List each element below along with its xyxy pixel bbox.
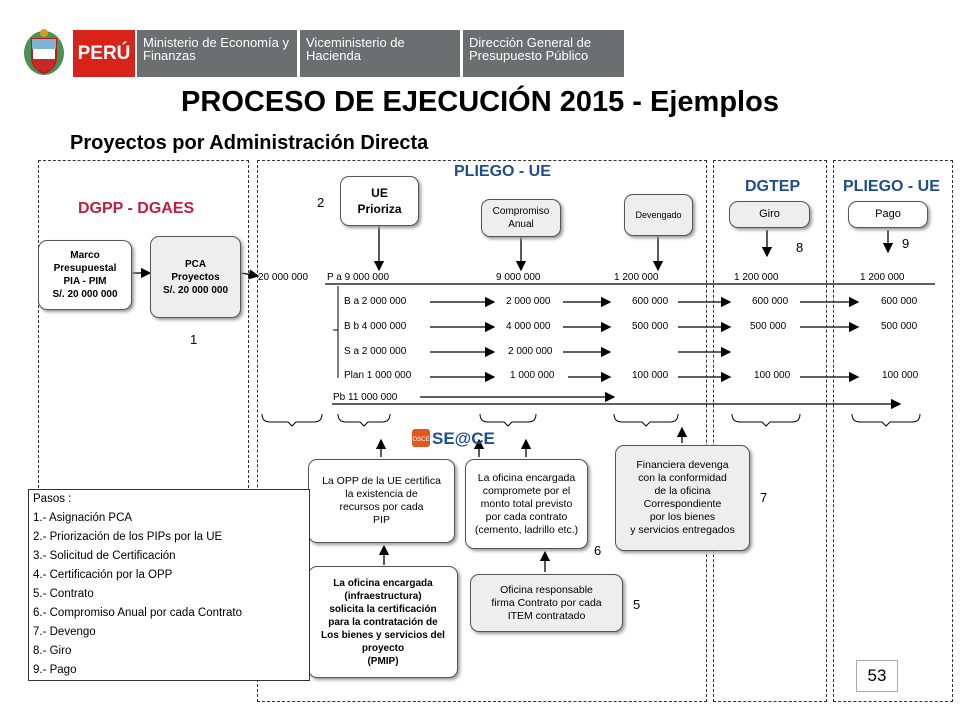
- financiera-devenga-box: [615, 445, 750, 551]
- ue-prioriza-line-2: Prioriza: [357, 202, 402, 216]
- step-item: 4.- Certificación por la OPP: [33, 569, 173, 581]
- ue-prioriza-box: [340, 176, 419, 226]
- country-label: PERÚ: [73, 30, 135, 77]
- ministry-label: Ministerio de Economía y Finanzas: [137, 30, 297, 77]
- row-plan-devengado: 100 000: [632, 370, 669, 381]
- vice-ministry-label: Viceministerio de Hacienda: [300, 30, 460, 77]
- marco-line-3: PIA - PIM: [63, 276, 107, 287]
- total-amount: 20 000 000: [258, 272, 309, 283]
- step-item: 1.- Asignación PCA: [33, 512, 133, 524]
- step-item: 8.- Giro: [33, 645, 72, 657]
- row-pa-compromiso: 9 000 000: [496, 272, 541, 283]
- marco-presupuestal-box: [38, 240, 132, 310]
- opp-line-4: PIP: [373, 514, 390, 526]
- opp-certifica-box: [308, 459, 455, 543]
- solicita-line-3: solicita la certificación: [329, 603, 437, 615]
- step-item: 6.- Compromiso Anual por cada Contrato: [33, 607, 243, 619]
- step-number: 8: [796, 240, 804, 255]
- marco-line-2: Presupuestal: [53, 263, 117, 274]
- financiera-line-4: Correspondiente: [643, 498, 722, 510]
- step-item: 5.- Contrato: [33, 588, 94, 600]
- financiera-line-5: por los bienes: [649, 511, 716, 523]
- step-number: 9: [902, 236, 910, 251]
- step-item: 7.- Devengo: [33, 626, 96, 638]
- opp-line-2: la existencia de: [345, 488, 418, 500]
- row-pa-devengado: 1 200 000: [614, 272, 659, 283]
- devengado-box: Devengado: [624, 194, 693, 236]
- pliego-ue-right-section-label: PLIEGO - UE: [843, 178, 940, 195]
- row-plan-giro: 100 000: [754, 370, 791, 381]
- compromete-line-1: La oficina encargada: [477, 471, 576, 484]
- marco-line-1: Marco: [70, 250, 100, 261]
- financiera-line-2: con la conformidad: [638, 472, 727, 484]
- row-ba-label: B a 2 000 000: [344, 296, 407, 307]
- row-ba-devengado: 600 000: [632, 296, 669, 307]
- steps-list: [28, 489, 310, 681]
- solicita-line-6: proyecto: [361, 642, 405, 654]
- step-item: 3.- Solicitud de Certificación: [33, 550, 176, 562]
- ue-prioriza-line-1: UE: [371, 186, 388, 200]
- financiera-line-1: Financiera devenga: [636, 459, 729, 471]
- row-sa-compromiso: 2 000 000: [508, 346, 553, 357]
- seace-logo-icon: [412, 425, 504, 451]
- row-ba-pago: 600 000: [881, 296, 918, 307]
- solicita-line-1: La oficina encargada: [333, 577, 433, 589]
- firma-line-2: firma Contrato por cada: [491, 596, 602, 609]
- row-bb-label: B b 4 000 000: [344, 321, 407, 332]
- financiera-line-6: y servicios entregados: [630, 524, 735, 536]
- compromete-line-3: monto total previsto: [480, 497, 573, 510]
- page-number: 53: [856, 660, 898, 692]
- opp-line-1: La OPP de la UE certifica: [322, 475, 441, 487]
- solicita-line-2: (infraestructura): [344, 590, 422, 602]
- step-number: 7: [760, 490, 768, 505]
- row-ba-giro: 600 000: [752, 296, 789, 307]
- row-bb-giro: 500 000: [750, 321, 787, 332]
- step-number: 1: [190, 332, 198, 347]
- row-plan-pago: 100 000: [882, 370, 919, 381]
- pago-box: Pago: [848, 201, 928, 228]
- pca-box: [150, 236, 241, 318]
- opp-line-3: recursos por cada: [339, 501, 424, 513]
- solicita-line-5: Los bienes y servicios del: [321, 629, 445, 641]
- row-sa-label: S a 2 000 000: [344, 346, 407, 357]
- row-pa-label: P a 9 000 000: [327, 272, 390, 283]
- seace-logo-text: SE@CE: [432, 429, 495, 448]
- giro-box: Giro: [729, 201, 810, 228]
- compromete-line-2: compromete por el: [482, 484, 571, 497]
- dgpp-section-label: DGPP - DGAES: [78, 200, 195, 217]
- pca-line-2: Proyectos: [171, 271, 220, 283]
- direction-label: Dirección General de Presupuesto Público: [463, 30, 624, 77]
- row-bb-pago: 500 000: [881, 321, 918, 332]
- firma-line-3: ITEM contratado: [507, 609, 586, 622]
- row-bb-devengado: 500 000: [632, 321, 669, 332]
- oficina-solicita-box: [308, 566, 458, 678]
- compromete-line-4: por cada contrato: [485, 510, 568, 523]
- compromiso-line-1: Compromiso: [492, 206, 550, 217]
- step-item: 9.- Pago: [33, 664, 77, 676]
- row-pa-giro: 1 200 000: [734, 272, 779, 283]
- dgtep-section-label: DGTEP: [745, 178, 801, 195]
- steps-title: Pasos :: [33, 493, 72, 505]
- step-number: 2: [317, 195, 325, 210]
- row-ba-compromiso: 2 000 000: [506, 296, 551, 307]
- solicita-line-7: (PMIP): [367, 655, 399, 667]
- compromete-line-5: (cemento, ladrillo etc.): [474, 523, 579, 536]
- pca-line-1: PCA: [184, 258, 207, 270]
- compromiso-line-2: Anual: [508, 219, 534, 230]
- svg-text:OSCE: OSCE: [412, 437, 430, 443]
- row-pa-pago: 1 200 000: [860, 272, 905, 283]
- oficina-compromete-box: [465, 459, 588, 549]
- page-title: PROCESO DE EJECUCIÓN 2015 - Ejemplos: [181, 86, 779, 118]
- pliego-ue-section-label: PLIEGO - UE: [454, 163, 551, 180]
- compromiso-anual-box: [481, 199, 561, 237]
- solicita-line-4: para la contratación de: [328, 616, 438, 628]
- marco-line-4: S/. 20 000 000: [52, 289, 118, 300]
- pca-line-3: S/. 20 000 000: [162, 284, 229, 296]
- oficina-firma-box: [470, 574, 623, 632]
- financiera-line-3: de la oficina: [654, 485, 711, 497]
- row-plan-compromiso: 1 000 000: [510, 370, 555, 381]
- step-number: 5: [633, 597, 641, 612]
- step-item: 2.- Priorización de los PIPs por la UE: [33, 531, 223, 543]
- row-plan-label: Plan 1 000 000: [344, 370, 412, 381]
- row-pb-label: Pb 11 000 000: [333, 392, 398, 403]
- page-subtitle: Proyectos por Administración Directa: [70, 132, 429, 154]
- firma-line-1: Oficina responsable: [500, 583, 593, 596]
- step-number: 6: [594, 543, 602, 558]
- row-bb-compromiso: 4 000 000: [506, 321, 551, 332]
